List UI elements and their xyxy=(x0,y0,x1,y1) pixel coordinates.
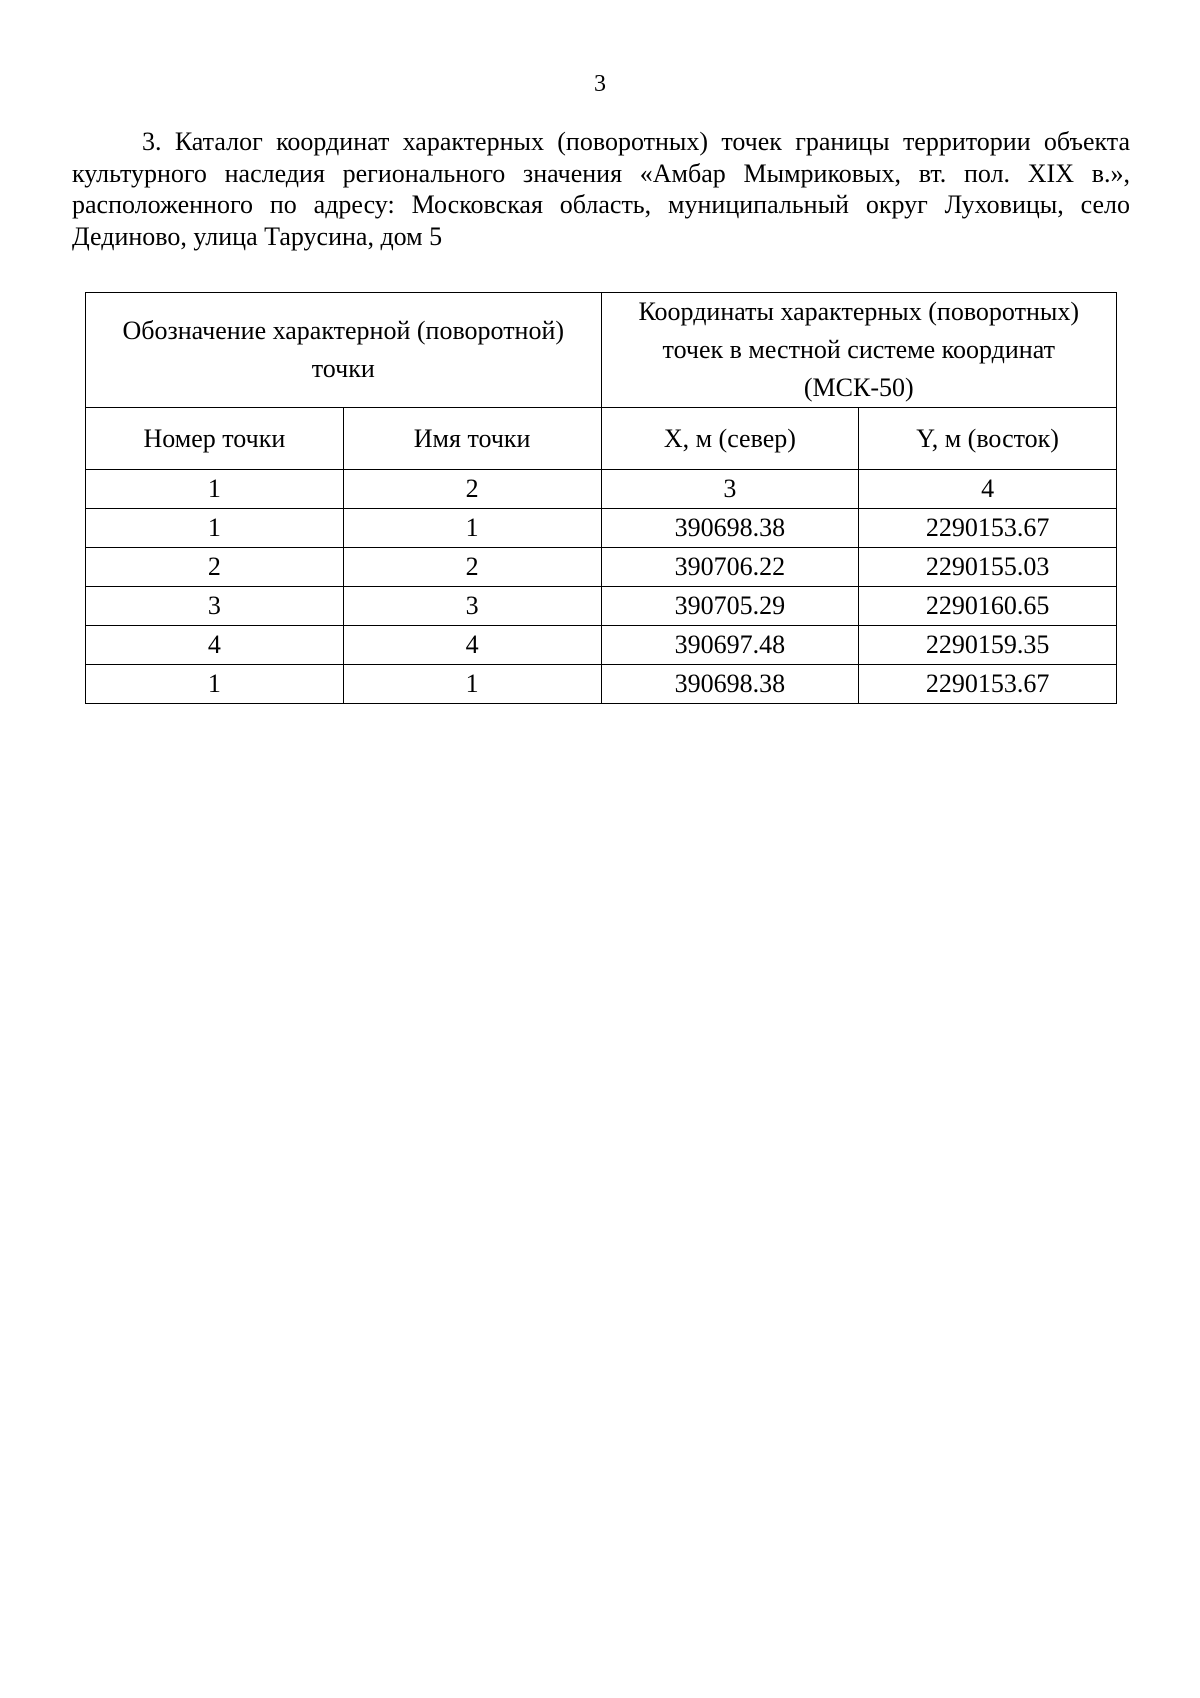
y-coordinate-cell: 2290153.67 xyxy=(859,509,1117,548)
column-header-x: X, м (север) xyxy=(601,408,859,470)
y-coordinate-cell: 2290153.67 xyxy=(859,665,1117,704)
table-row xyxy=(86,548,1117,587)
point-name-cell: 1 xyxy=(343,665,601,704)
point-number-cell: 1 xyxy=(86,509,344,548)
column-numbers-row xyxy=(86,470,1117,509)
header-point-designation: Обозначение характерной (поворотной) точки xyxy=(86,293,602,408)
coordinates-table xyxy=(85,292,1117,704)
column-number: 3 xyxy=(601,470,859,509)
y-coordinate-cell: 2290155.03 xyxy=(859,548,1117,587)
point-name-cell: 1 xyxy=(343,509,601,548)
table-row xyxy=(86,587,1117,626)
column-number: 2 xyxy=(343,470,601,509)
column-number: 4 xyxy=(859,470,1117,509)
column-header-point-name: Имя точки xyxy=(343,408,601,470)
column-number: 1 xyxy=(86,470,344,509)
point-name-cell: 3 xyxy=(343,587,601,626)
column-header-y: Y, м (восток) xyxy=(859,408,1117,470)
point-number-cell: 4 xyxy=(86,626,344,665)
table-row xyxy=(86,665,1117,704)
x-coordinate-cell: 390705.29 xyxy=(601,587,859,626)
point-number-cell: 1 xyxy=(86,665,344,704)
point-name-cell: 4 xyxy=(343,626,601,665)
x-coordinate-cell: 390697.48 xyxy=(601,626,859,665)
table-row xyxy=(86,626,1117,665)
point-number-cell: 3 xyxy=(86,587,344,626)
point-number-cell: 2 xyxy=(86,548,344,587)
x-coordinate-cell: 390698.38 xyxy=(601,509,859,548)
header-group-row xyxy=(86,293,1117,408)
header-columns-row xyxy=(86,408,1117,470)
point-name-cell: 2 xyxy=(343,548,601,587)
header-coordinates: Координаты характерных (поворотных) точек в местной системе координат (МСК-50) xyxy=(601,293,1117,408)
x-coordinate-cell: 390698.38 xyxy=(601,665,859,704)
page-number: 3 xyxy=(594,71,606,97)
x-coordinate-cell: 390706.22 xyxy=(601,548,859,587)
column-header-point-number: Номер точки xyxy=(86,408,344,470)
y-coordinate-cell: 2290160.65 xyxy=(859,587,1117,626)
table-row xyxy=(86,509,1117,548)
y-coordinate-cell: 2290159.35 xyxy=(859,626,1117,665)
catalog-heading-paragraph: 3. Каталог координат характерных (поворотных) точек границы территории объекта культурного наследия регионального значения «Амбар Мымриковых, вт. пол. XIX в.», расположенного по адресу: Московская область, муниципальный округ Луховицы, село Дединово, улица Тарусина, дом 5 xyxy=(72,127,1130,251)
